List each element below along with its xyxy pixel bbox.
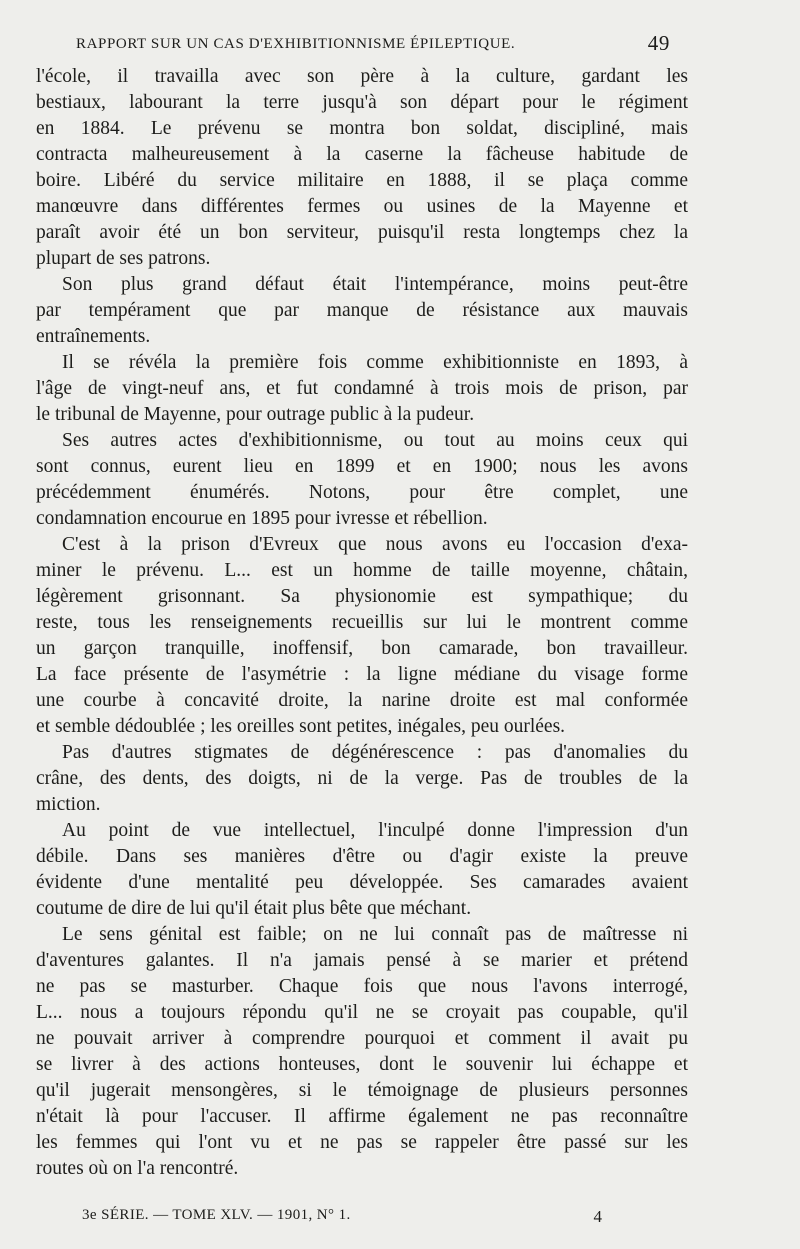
text-line: Le sens génital est faible; on ne lui connaît pas de maîtresse ni <box>62 924 688 945</box>
text-line: miction. <box>36 794 101 815</box>
text-line: un garçon tranquille, inoffensif, bon camarade, bon travailleur. <box>36 638 688 659</box>
text-line: entraînements. <box>36 326 151 347</box>
text-line: Son plus grand défaut était l'intempérance, moins peut-être <box>62 274 688 295</box>
text-line: se livrer à des actions honteuses, dont le souvenir lui échappe et <box>36 1054 688 1075</box>
text-line: reste, tous les renseignements recueillis sur lui le montrent comme <box>36 612 688 633</box>
text-line: routes où on l'a rencontré. <box>36 1158 239 1179</box>
text-line: qu'il jugerait mensongères, si le témoignage de plusieurs personnes <box>36 1080 688 1101</box>
text-line: débile. Dans ses manières d'être ou d'agir existe la preuve <box>36 846 688 867</box>
text-line: par tempérament que par manque de résistance aux mauvais <box>36 300 688 321</box>
text-line: Pas d'autres stigmates de dégénérescence : pas d'anomalies du <box>62 742 688 763</box>
text-line: précédemment énumérés. Notons, pour être complet, une <box>36 482 688 503</box>
text-line: l'école, il travailla avec son père à la culture, gardant les <box>36 66 688 87</box>
text-line: Au point de vue intellectuel, l'inculpé donne l'impression d'un <box>62 820 688 841</box>
footer-signature-line: 3e SÉRIE. — TOME XLV. — 1901, N° 1. <box>82 1207 351 1223</box>
text-line: manœuvre dans différentes fermes ou usines de la Mayenne et <box>36 196 688 217</box>
text-line: évidente d'une mentalité peu développée. Ses camarades avaient <box>36 872 688 893</box>
text-line: d'aventures galantes. Il n'a jamais pensé à se marier et prétend <box>36 950 688 971</box>
text-line: bestiaux, labourant la terre jusqu'à son départ pour le régiment <box>36 92 688 113</box>
text-line: coutume de dire de lui qu'il était plus bête que méchant. <box>36 898 472 919</box>
text-line: Ses autres actes d'exhibitionnisme, ou tout au moins ceux qui <box>62 430 688 451</box>
text-line: les femmes qui l'ont vu et ne pas se rappeler être passé sur les <box>36 1132 688 1153</box>
text-line: et semble dédoublée ; les oreilles sont petites, inégales, peu ourlées. <box>36 716 566 737</box>
text-line: C'est à la prison d'Evreux que nous avons eu l'occasion d'exa- <box>62 534 688 555</box>
text-line: ne pouvait arriver à comprendre pourquoi et comment il avait pu <box>36 1028 688 1049</box>
text-line: plupart de ses patrons. <box>36 248 211 269</box>
running-header <box>76 31 670 58</box>
text-line: L... nous a toujours répondu qu'il ne se croyait pas coupable, qu'il <box>36 1002 688 1023</box>
text-line: n'était là pour l'accuser. Il affirme également ne pas reconnaître <box>36 1106 688 1127</box>
text-line: boire. Libéré du service militaire en 1888, il se plaça comme <box>36 170 688 191</box>
page-number: 49 <box>647 31 670 55</box>
text-line: l'âge de vingt-neuf ans, et fut condamné à trois mois de prison, par <box>36 378 688 399</box>
text-line: miner le prévenu. L... est un homme de taille moyenne, châtain, <box>36 560 688 581</box>
text-line: légèrement grisonnant. Sa physionomie est sympathique; du <box>36 586 688 607</box>
text-line: crâne, des dents, des doigts, ni de la verge. Pas de troubles de la <box>36 768 688 789</box>
text-line: le tribunal de Mayenne, pour outrage public à la pudeur. <box>36 404 475 425</box>
text-line: sont connus, eurent lieu en 1899 et en 1900; nous les avons <box>36 456 688 477</box>
text-line: en 1884. Le prévenu se montra bon soldat, discipliné, mais <box>36 118 688 139</box>
text-line: condamnation encourue en 1895 pour ivresse et rébellion. <box>36 508 488 529</box>
text-line: ne pas se masturber. Chaque fois que nous l'avons interrogé, <box>36 976 688 997</box>
text-line: paraît avoir été un bon serviteur, puisqu'il resta longtemps chez la <box>36 222 688 243</box>
running-header-title: RAPPORT SUR UN CAS D'EXHIBITIONNISME ÉPILEPTIQUE. <box>76 36 516 52</box>
body-text <box>36 64 688 1182</box>
footer-sheet-number: 4 <box>593 1207 602 1226</box>
text-line: La face présente de l'asymétrie : la ligne médiane du visage forme <box>36 664 688 685</box>
text-line: contracta malheureusement à la caserne la fâcheuse habitude de <box>36 144 688 165</box>
text-line: Il se révéla la première fois comme exhibitionniste en 1893, à <box>62 352 688 373</box>
page-footer <box>82 1207 602 1231</box>
text-line: une courbe à concavité droite, la narine droite est mal conformée <box>36 690 688 711</box>
